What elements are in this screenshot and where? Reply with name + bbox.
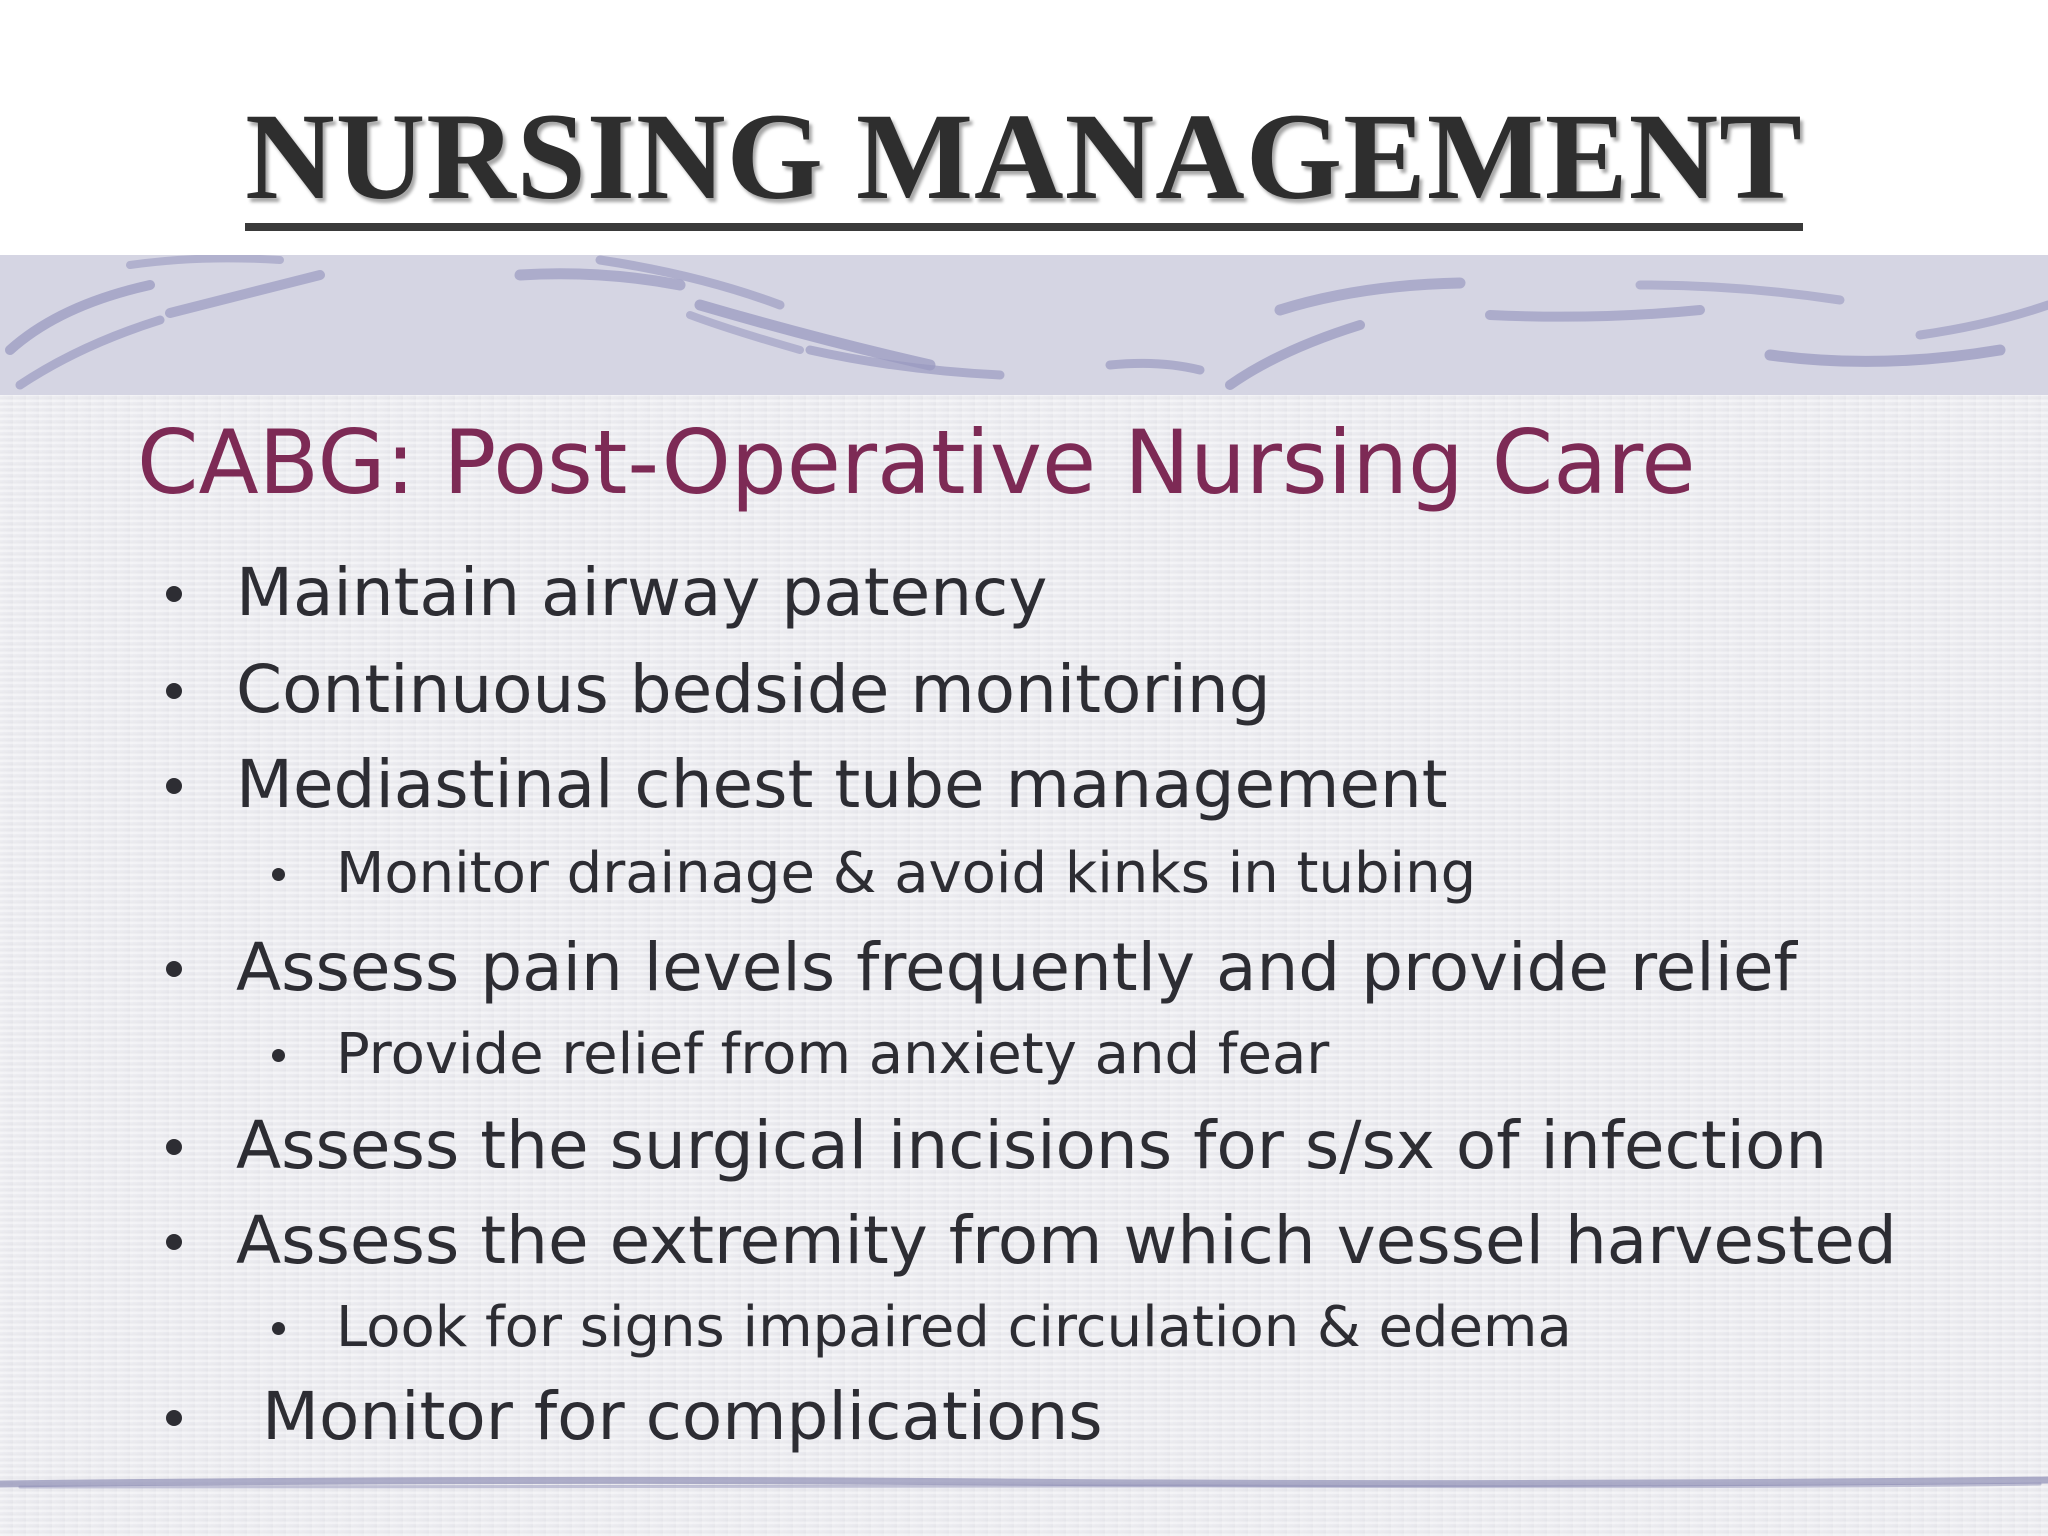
bullet-icon [272, 868, 285, 881]
list-item-text: Continuous bedside monitoring [236, 651, 1271, 728]
page-title-text: NURSING MANAGEMENT [245, 95, 1803, 231]
list-item [236, 746, 1448, 823]
list-item [336, 1295, 1572, 1360]
brush-stroke-divider-icon [0, 1472, 2048, 1496]
list-item [236, 651, 1271, 728]
bullet-icon [166, 683, 182, 699]
list-item [262, 1378, 1103, 1455]
bullet-icon [166, 778, 182, 794]
list-item [336, 1022, 1330, 1087]
bullet-icon [166, 961, 182, 977]
list-item-text: Monitor drainage & avoid kinks in tubing [336, 841, 1477, 906]
list-item-text: Assess pain levels frequently and provide relief [236, 929, 1797, 1006]
list-item [236, 929, 1797, 1006]
list-item [336, 841, 1477, 906]
slide-heading: CABG: Post-Operative Nursing Care [137, 411, 1696, 514]
list-item-text: Mediastinal chest tube management [236, 746, 1448, 823]
list-item-text: Assess the extremity from which vessel harvested [236, 1202, 1897, 1279]
list-item [236, 1202, 1897, 1279]
bullet-list [0, 255, 2048, 1536]
list-item-text: Assess the surgical incisions for s/sx of infection [236, 1107, 1828, 1184]
list-item-text: Provide relief from anxiety and fear [336, 1022, 1330, 1087]
bullet-icon [272, 1049, 285, 1062]
page-title [0, 88, 2048, 231]
bullet-icon [272, 1322, 285, 1335]
bullet-icon [166, 1139, 182, 1155]
bullet-icon [166, 586, 182, 602]
list-item-text: Monitor for complications [262, 1378, 1103, 1455]
list-item [236, 554, 1048, 631]
bullet-icon [166, 1410, 182, 1426]
slide [0, 255, 2048, 1536]
list-item-text: Look for signs impaired circulation & edema [336, 1295, 1572, 1360]
list-item-text: Maintain airway patency [236, 554, 1048, 631]
list-item [236, 1107, 1828, 1184]
bullet-icon [166, 1234, 182, 1250]
